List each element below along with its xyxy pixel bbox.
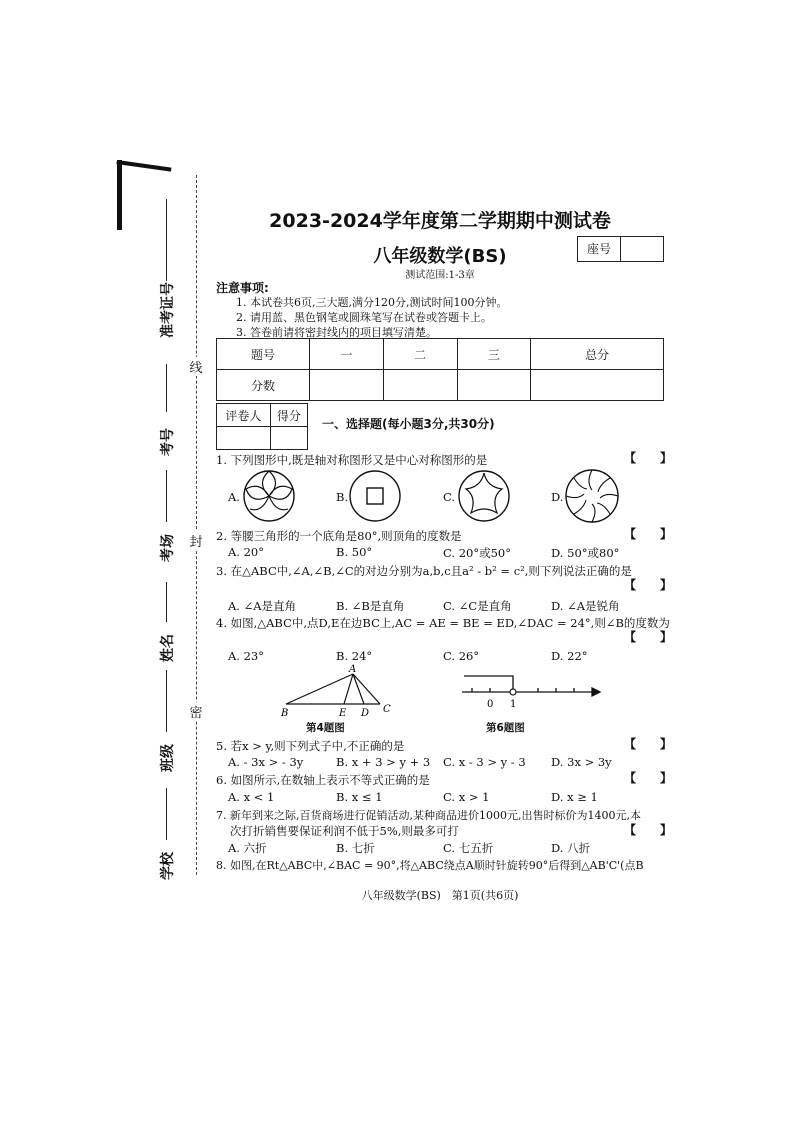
option-d[interactable]: D. 50°或80° — [551, 546, 620, 560]
option-a[interactable]: A. — [228, 490, 240, 504]
score-label: 得分 — [270, 404, 307, 427]
seat-number-box[interactable] — [577, 236, 664, 262]
score-cell[interactable] — [457, 370, 531, 401]
option-d[interactable]: D. 八折 — [551, 841, 591, 855]
fill-line — [166, 199, 167, 281]
label-one: 1 — [510, 699, 517, 710]
option-c[interactable]: C. 七五折 — [443, 841, 494, 855]
side-label: 准考证号 — [160, 282, 176, 338]
option-d[interactable]: D. ∠A是锐角 — [551, 599, 620, 613]
option-b[interactable]: B. 50° — [336, 545, 373, 559]
option-b[interactable]: B. 24° — [336, 649, 373, 663]
label-c: C — [383, 704, 391, 715]
figure-6-caption: 第6题图 — [486, 722, 525, 734]
q1-figure-d — [564, 468, 620, 524]
option-a[interactable]: A. 20° — [228, 545, 264, 559]
exam-subtitle: 八年级数学(BS) — [373, 246, 507, 267]
score-cell[interactable] — [531, 370, 664, 401]
question-4: 4. 如图,△ABC中,点D,E在边BC上,AC = AE = BE = ED,∠DAC = 24°,则∠B的度数为 — [216, 616, 670, 630]
fill-line — [166, 670, 167, 732]
fill-line — [166, 364, 167, 412]
option-b[interactable]: B. x + 3 > y + 3 — [336, 755, 431, 769]
answer-bracket[interactable]: 【 】 — [624, 451, 673, 465]
option-b[interactable]: B. 七折 — [336, 841, 375, 855]
question-6: 6. 如图所示,在数轴上表示不等式正确的是 — [216, 773, 430, 787]
side-label: 考场 — [160, 534, 176, 562]
question-7-line1: 7. 新年到来之际,百货商场进行促销活动,某种商品进价1000元,出售时标价为1400元,本 — [216, 809, 641, 822]
seal-char-secret: 密 — [188, 702, 204, 721]
notice-title: 注意事项: — [216, 281, 269, 295]
option-a[interactable]: A. 23° — [228, 649, 264, 663]
figure-4-caption: 第4题图 — [306, 722, 345, 734]
q1-figure-c — [457, 469, 511, 523]
score-cell[interactable] — [310, 370, 384, 401]
notice-item: 2. 请用蓝、黑色钢笔或圆珠笔写在试卷或答题卡上。 — [236, 311, 492, 324]
question-7-line2: 次打折销售要保证利润不低于5%,则最多可打 — [230, 824, 459, 838]
score-header-row — [217, 339, 664, 370]
option-d[interactable]: D. 22° — [551, 649, 588, 663]
reviewer-cell[interactable] — [217, 427, 271, 450]
answer-bracket[interactable]: 【 】 — [624, 737, 673, 751]
option-c[interactable]: C. 26° — [443, 649, 480, 663]
seal-char-line: 线 — [188, 357, 204, 376]
answer-bracket[interactable]: 【 】 — [624, 578, 673, 592]
label-e: E — [339, 708, 347, 718]
side-label: 姓名 — [160, 634, 176, 662]
row-label: 分数 — [217, 370, 310, 401]
header-cell: 三 — [457, 339, 531, 370]
option-a[interactable]: A. ∠A是直角 — [228, 599, 297, 613]
option-a[interactable]: A. 六折 — [228, 841, 267, 855]
option-d[interactable]: D. — [551, 490, 564, 504]
answer-bracket[interactable]: 【 】 — [624, 630, 673, 644]
answer-bracket[interactable]: 【 】 — [624, 771, 673, 785]
option-d[interactable]: D. x ≥ 1 — [551, 790, 598, 804]
figure-4-triangle — [276, 662, 396, 718]
section-title: 一、选择题(每小题3分,共30分) — [322, 417, 495, 431]
option-c[interactable]: C. 20°或50° — [443, 546, 511, 560]
header-cell: 题号 — [217, 339, 310, 370]
grader-table — [216, 403, 308, 450]
notice-item: 1. 本试卷共6页,三大题,满分120分,测试时间100分钟。 — [236, 296, 508, 309]
option-c[interactable]: C. ∠C是直角 — [443, 599, 512, 613]
seat-input[interactable] — [621, 237, 663, 261]
score-row — [217, 370, 664, 401]
answer-bracket[interactable]: 【 】 — [624, 527, 673, 541]
reviewer-label: 评卷人 — [217, 404, 271, 427]
test-scope: 测试范围:1-3章 — [405, 270, 475, 281]
page-footer: 八年级数学(BS) 第1页(共6页) — [361, 889, 519, 902]
question-5: 5. 若x > y,则下列式子中,不正确的是 — [216, 739, 405, 753]
score-cell[interactable] — [270, 427, 307, 450]
fill-line — [166, 582, 167, 622]
answer-bracket[interactable]: 【 】 — [624, 823, 673, 837]
option-d[interactable]: D. 3x > 3y — [551, 755, 612, 769]
option-c[interactable]: C. x > 1 — [443, 790, 490, 804]
question-3: 3. 在△ABC中,∠A,∠B,∠C的对边分别为a,b,c且a² - b² = c²,则下列说法正确的是 — [216, 564, 632, 578]
option-a[interactable]: A. x < 1 — [228, 790, 275, 804]
seat-label: 座号 — [578, 237, 621, 261]
option-b[interactable]: B. x ≤ 1 — [336, 790, 383, 804]
header-cell: 总分 — [531, 339, 664, 370]
label-a: A — [349, 664, 357, 675]
notice-item: 3. 答卷前请将密封线内的项目填写清楚。 — [236, 326, 437, 339]
fill-line — [166, 470, 167, 522]
q1-figure-b — [348, 469, 402, 523]
question-8: 8. 如图,在Rt△ABC中,∠BAC = 90°,将△ABC绕点A顺时针旋转90°后得到△AB'C'(点B — [216, 859, 644, 872]
score-cell[interactable] — [383, 370, 457, 401]
question-2: 2. 等腰三角形的一个底角是80°,则顶角的度数是 — [216, 529, 462, 543]
label-b: B — [281, 708, 289, 718]
side-label: 班级 — [160, 744, 176, 772]
corner-mark-horizontal — [116, 160, 171, 172]
side-label: 考号 — [160, 428, 176, 456]
option-c[interactable]: C. x - 3 > y - 3 — [443, 755, 526, 769]
label-zero: 0 — [487, 699, 494, 710]
figure-6-number-line — [456, 668, 602, 712]
question-1: 1. 下列图形中,既是轴对称图形又是中心对称图形的是 — [216, 453, 488, 467]
header-cell: 二 — [383, 339, 457, 370]
exam-title: 2023-2024学年度第二学期期中测试卷 — [269, 210, 611, 232]
side-label: 学校 — [160, 852, 176, 880]
seal-char-seal: 封 — [188, 531, 204, 550]
option-b[interactable]: B. — [336, 490, 349, 504]
option-c[interactable]: C. — [443, 490, 456, 504]
binding-line — [196, 175, 197, 875]
label-d: D — [361, 708, 370, 718]
fill-line — [166, 788, 167, 840]
corner-mark-vertical — [117, 160, 122, 230]
option-a[interactable]: A. - 3x > - 3y — [228, 755, 304, 769]
score-table — [216, 338, 664, 401]
option-b[interactable]: B. ∠B是直角 — [336, 599, 405, 613]
q1-figure-a — [242, 469, 296, 523]
header-cell: 一 — [310, 339, 384, 370]
